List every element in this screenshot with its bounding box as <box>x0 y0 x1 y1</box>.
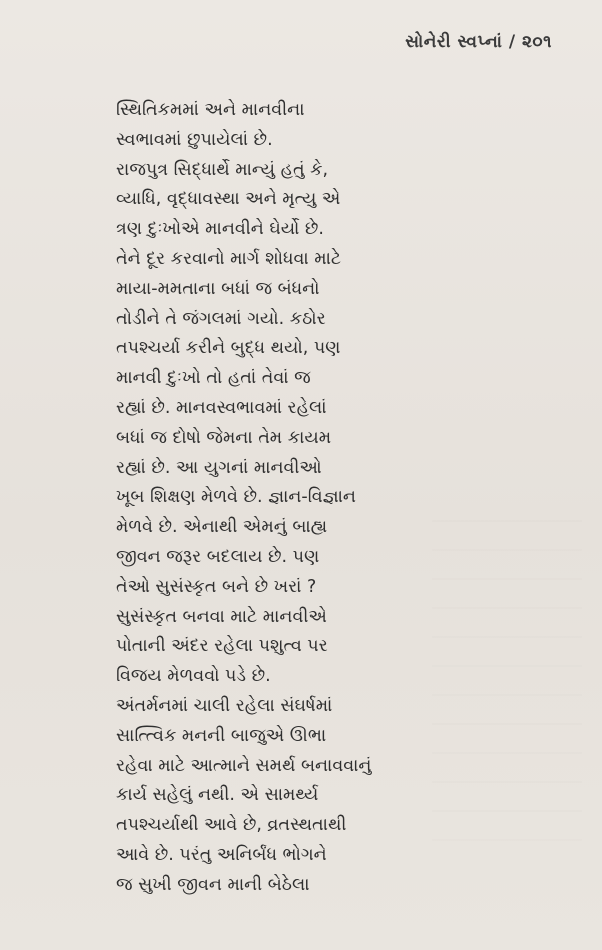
text-line: પોતાની અંદર રહેલા પશુત્વ પર <box>116 636 328 657</box>
text-line: રહ્યાં છે. આ યુગનાં માનવીઓ <box>116 457 322 478</box>
text-line: સ્થિતિકમમાં અને માનવીના <box>116 100 305 120</box>
text-line: સ્વભાવમાં છુપાયેલાં છે. <box>116 129 273 150</box>
text-line: માનવી દુઃખો તો હતાં તેવાં જ <box>116 368 311 389</box>
text-line: તોડીને તે જંગલમાં ગયો. કઠોર <box>116 308 326 329</box>
text-line: આવે છે. પરંતુ અનિર્બંધ ભોગને <box>116 844 327 865</box>
text-line: સુસંસ્કૃત બનવા માટે માનવીએ <box>116 606 327 627</box>
text-line: મેળવે છે. એનાથી એમનું બાહ્ય <box>116 517 328 538</box>
text-line: કાર્ય સહેલું નથી. એ સામર્થ્ય <box>116 785 319 806</box>
text-line: રહ્યાં છે. માનવસ્વભાવમાં રહેલાં <box>116 397 327 418</box>
text-line: રહેવા માટે આત્માને સમર્થ બનાવવાનું <box>116 755 372 776</box>
text-line: વિજય મેળવવો પડે છે. <box>116 666 271 687</box>
text-line: તેને દૂર કરવાનો માર્ગ શોધવા માટે <box>116 248 342 269</box>
text-line: તેઓ સુસંસ્કૃત બને છે ખરાં ? <box>116 576 317 597</box>
text-line: ખૂબ શિક્ષણ મેળવે છે. જ્ઞાન-વિજ્ઞાન <box>116 487 356 508</box>
text-line: ત્રણ દુઃખોએ માનવીને ઘેર્યો છે. <box>116 219 324 240</box>
text-line: તપશ્ચર્યાથી આવે છે, વ્રતસ્થતાથી <box>116 815 347 836</box>
text-line: બધાં જ દોષો જેમના તેમ કાયમ <box>116 427 332 448</box>
text-line: માયા-મમતાના બધાં જ બંધનો <box>116 278 320 299</box>
running-header: સોનેરી સ્વપ્નાં / ૨૦૧ <box>405 32 552 52</box>
text-line: તપશ્ચર્યા કરીને બુદ્ધ થયો, પણ <box>116 338 341 359</box>
text-line: અંતર્મનમાં ચાલી રહેલા સંઘર્ષમાં <box>116 695 333 716</box>
text-line: રાજપુત્ર સિદ્ધાર્થે માન્યું હતું કે, <box>116 159 329 180</box>
text-line: જ સુખી જીવન માની બેઠેલા <box>116 874 310 895</box>
text-line: જીવન જરૂર બદલાય છે. પણ <box>116 546 320 567</box>
text-line: વ્યાધિ, વૃદ્ધાવસ્થા અને મૃત્યુ એ <box>116 189 341 210</box>
text-line: સાત્ત્વિક મનની બાજુએ ઊભા <box>116 725 327 746</box>
body-text <box>116 96 546 901</box>
